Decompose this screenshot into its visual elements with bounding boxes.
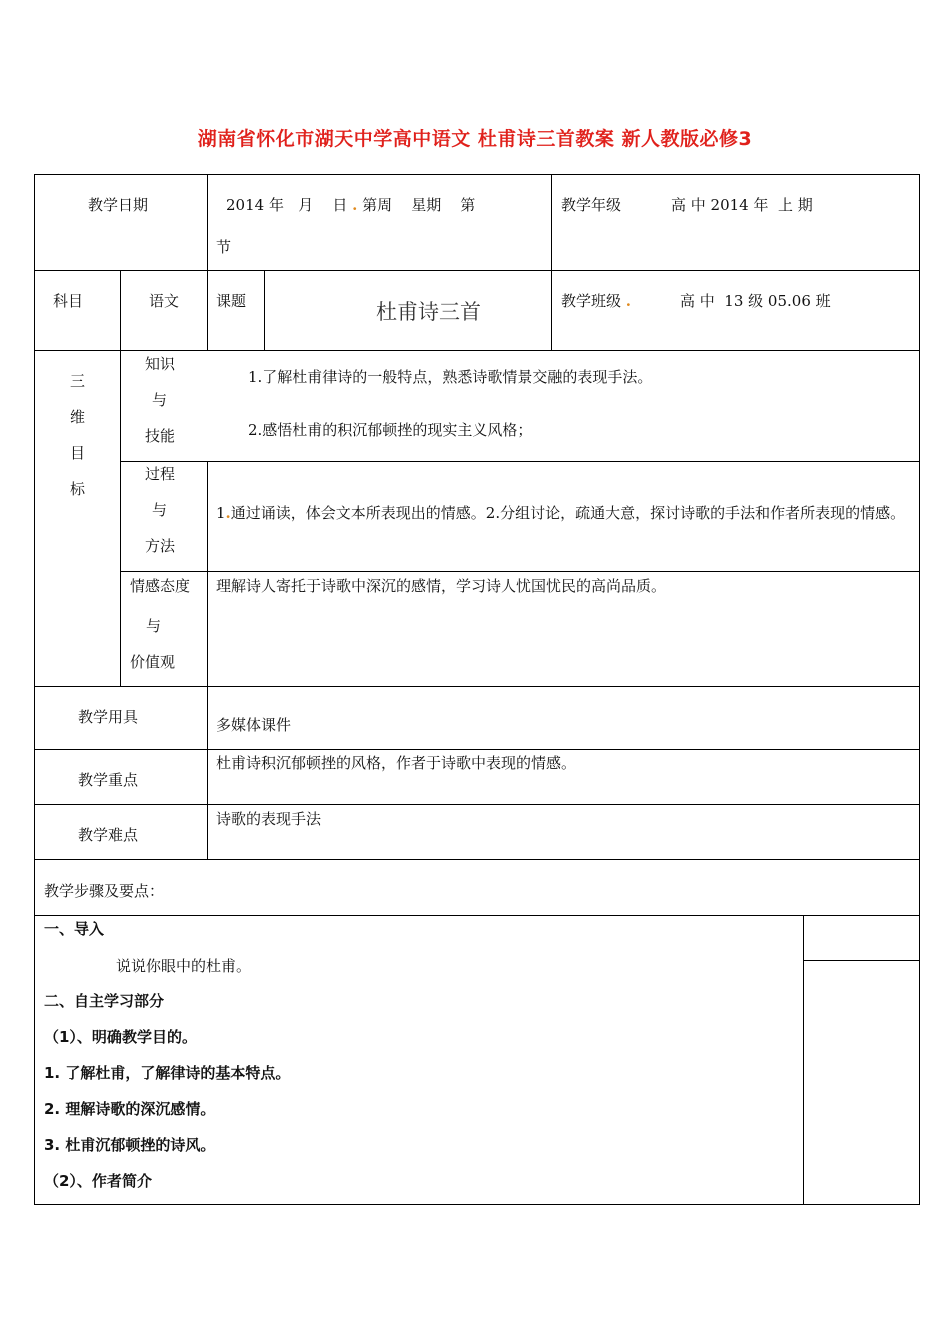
key-points-label: 教学重点 bbox=[78, 771, 139, 789]
knowledge-item-2: 2.感悟杜甫的积沉郁顿挫的现实主义风格； bbox=[248, 421, 533, 439]
knowledge-item-1: 1.了解杜甫律诗的一般特点，熟悉诗歌情景交融的表现手法。 bbox=[248, 368, 653, 386]
steps-label: 教学步骤及要点： bbox=[44, 882, 165, 900]
process-text: 1.通过诵读，体会文本所表现出的情感。2.分组讨论，疏通大意，探讨诗歌的手法和作者所表现的情感。 bbox=[216, 504, 906, 522]
objective-3: 3. 杜甫沉郁顿挫的诗风。 bbox=[44, 1136, 216, 1154]
topic-label: 课题 bbox=[216, 292, 247, 310]
document-title: 湖南省怀化市湖天中学高中语文 杜甫诗三首教案 新人教版必修3 bbox=[197, 128, 753, 150]
difficulty-label: 教学难点 bbox=[78, 826, 139, 844]
objective-1: 1. 了解杜甫，了解律诗的基本特点。 bbox=[44, 1064, 291, 1082]
process-dot: . bbox=[225, 504, 231, 522]
key-points-value: 杜甫诗积沉郁顿挫的风格，作者于诗歌中表现的情感。 bbox=[216, 754, 577, 772]
grade-value: 高 中 2014 年 上 期 bbox=[671, 196, 813, 214]
topic-value: 杜甫诗三首 bbox=[376, 300, 481, 324]
date-dot: . bbox=[352, 196, 358, 214]
class-value: 高 中 13 级 05.06 班 bbox=[680, 292, 831, 310]
subject-label: 科目 bbox=[53, 292, 84, 310]
class-label: 教学班级 . bbox=[561, 292, 632, 310]
grade-label: 教学年级 bbox=[561, 196, 622, 214]
difficulty-value: 诗歌的表现手法 bbox=[216, 810, 322, 828]
date-label: 教学日期 bbox=[88, 196, 149, 214]
step-objectives-heading: （1）、明确教学目的。 bbox=[44, 1028, 197, 1046]
date-value: 2014 年 月 日 . 第周 星期 第 bbox=[226, 196, 476, 214]
tools-label: 教学用具 bbox=[78, 708, 139, 726]
step-self-study-heading: 二、自主学习部分 bbox=[44, 992, 165, 1010]
step-intro-text: 说说你眼中的杜甫。 bbox=[116, 957, 252, 975]
tools-value: 多媒体课件 bbox=[216, 716, 292, 734]
objective-2: 2. 理解诗歌的深沉感情。 bbox=[44, 1100, 216, 1118]
step-intro-heading: 一、导入 bbox=[44, 920, 105, 938]
subject-value: 语文 bbox=[149, 292, 180, 310]
step-author-heading: （2）、作者简介 bbox=[44, 1172, 152, 1190]
class-dot: . bbox=[625, 292, 632, 310]
emotion-text: 理解诗人寄托于诗歌中深沉的感情，学习诗人忧国忧民的高尚品质。 bbox=[216, 577, 667, 595]
date-value-line2: 节 bbox=[216, 238, 232, 256]
